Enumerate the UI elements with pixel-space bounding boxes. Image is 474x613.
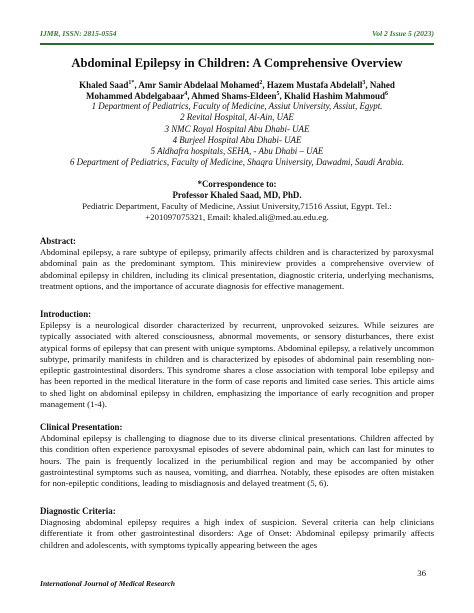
introduction-text: Epilepsy is a neurological disorder characterized by recurrent, unprovoked seizures. While seizures are typically associated with altered consciousness, abnormal movements, or sensory disturbances, there exist atypical forms of epilepsy that can present with unique symptoms. Abdominal epilepsy, a relatively uncommon subtype, primarily manifests in children and is characterized by episodes of abdominal pain resembling non-epileptic gastrointestinal disorders. This syndrome shares a close association with temporal lobe epilepsy and has been reported in the medical literature in the form of case reports and limited case series. This article aims to shed light on abdominal epilepsy in children, emphasizing the importance of early recognition and proper management (1-4). — [40, 320, 434, 410]
author-name: , Ahmed Shams-Eldeen — [187, 91, 277, 102]
article-title: Abdominal Epilepsy in Children: A Comprehensive Overview — [71, 56, 403, 70]
affiliation-item: 2 Revital Hospital, Al-Ain, UAE — [180, 112, 294, 123]
author-sup: 5 — [276, 91, 280, 98]
correspondence-heading: *Correspondence to: — [197, 179, 277, 189]
author-sup: 6 — [385, 91, 389, 98]
affiliation-item: 1 Department of Pediatrics, Faculty of Medicine, Assiut University, Assiut, Egypt. — [91, 101, 383, 111]
clinical-presentation-heading: Clinical Presentation: — [40, 422, 123, 432]
author-name: Khaled Saad — [79, 80, 129, 90]
page-number: 36 — [417, 568, 426, 578]
clinical-presentation-text: Abdominal epilepsy is challenging to diagnose due to its diverse clinical presentations. Children affected by this condition often experience paroxysmal episodes of severe abdominal pain, which can last for minutes to hours. The pain is frequently localized in the periumbilical region and may be accompanied by other gastrointestinal symptoms such as nausea, vomiting, and diarrhea. Notably, these episodes are often mistaken for non-epileptic conditions, leading to misdiagnosis and delayed treatment (5, 6). — [40, 433, 434, 489]
correspondence-address — [40, 201, 434, 224]
author-sup: 1* — [128, 80, 135, 86]
author-sup: 3 — [362, 80, 366, 86]
author-name: Mohammed Abdelgabaar — [85, 91, 185, 102]
journal-issn-header: IJMR, ISSN: 2815-0554 — [40, 29, 117, 38]
correspondence-address-line: Pediatric Department, Faculty of Medicine, Assiut University,71516 Assiut, Egypt. Tel.: — [82, 201, 392, 211]
correspondence-contact-line: +201097075321, Email: khaled.ali@med.au.edu.eg. — [145, 212, 329, 223]
affiliation-item: 4 Burjeel Hospital Abu Dhabi- UAE — [172, 134, 302, 145]
volume-issue-header: Vol 2 Issue 5 (2023) — [371, 29, 434, 38]
author-list — [40, 80, 434, 103]
journal-footer: International Journal of Medical Research — [40, 579, 176, 588]
correspondence-name: Professor Khaled Saad, MD, PhD. — [172, 190, 302, 200]
author-name: , Khalid Hashim Mahmoud — [279, 91, 386, 102]
affiliation-item: 5 Aldhafra hospitals, SEHA, - Abu Dhabi – UAE — [150, 146, 324, 157]
author-name: , Amr Samir Abdelaal Mohamed — [134, 80, 260, 90]
abstract-text: Abdominal epilepsy, a rare subtype of epilepsy, primarily affects children and is characterized by paroxysmal abdominal pain as the predominant symptom. This minireview provides a comprehensive overview of abdominal epilepsy in children, including its clinical presentation, diagnostic criteria, underlying mechanisms, treatment options, and the importance of accurate diagnosis for effective management. — [40, 247, 434, 291]
affiliation-item: 6 Department of Pediatrics, Faculty of Medicine, Shaqra University, Dawadmi, Saudi Arabia. — [69, 157, 405, 168]
header-divider — [40, 43, 434, 45]
affiliation-list — [40, 101, 434, 169]
author-name: , Hazem Mustafa Abdelall — [262, 80, 363, 90]
diagnostic-criteria-text: Diagnosing abdominal epilepsy requires a high index of suspicion. Several criteria can help clinicians differentiate it from other gastrointestinal disorders: Age of Onset: Abdominal epilepsy primarily affects children and adolescents, with symptoms typically appearing between the ages — [40, 517, 434, 550]
diagnostic-criteria-heading: Diagnostic Criteria: — [40, 506, 116, 516]
author-line-1 — [40, 80, 434, 91]
author-name: , Nahed — [365, 80, 395, 90]
author-sup: 2 — [259, 80, 263, 86]
affiliation-item: 3 NMC Royal Hospital Abu Dhabi- UAE — [164, 123, 310, 134]
abstract-heading: Abstract: — [40, 236, 76, 246]
introduction-heading: Introduction: — [40, 309, 92, 319]
author-sup: 4 — [184, 91, 188, 98]
